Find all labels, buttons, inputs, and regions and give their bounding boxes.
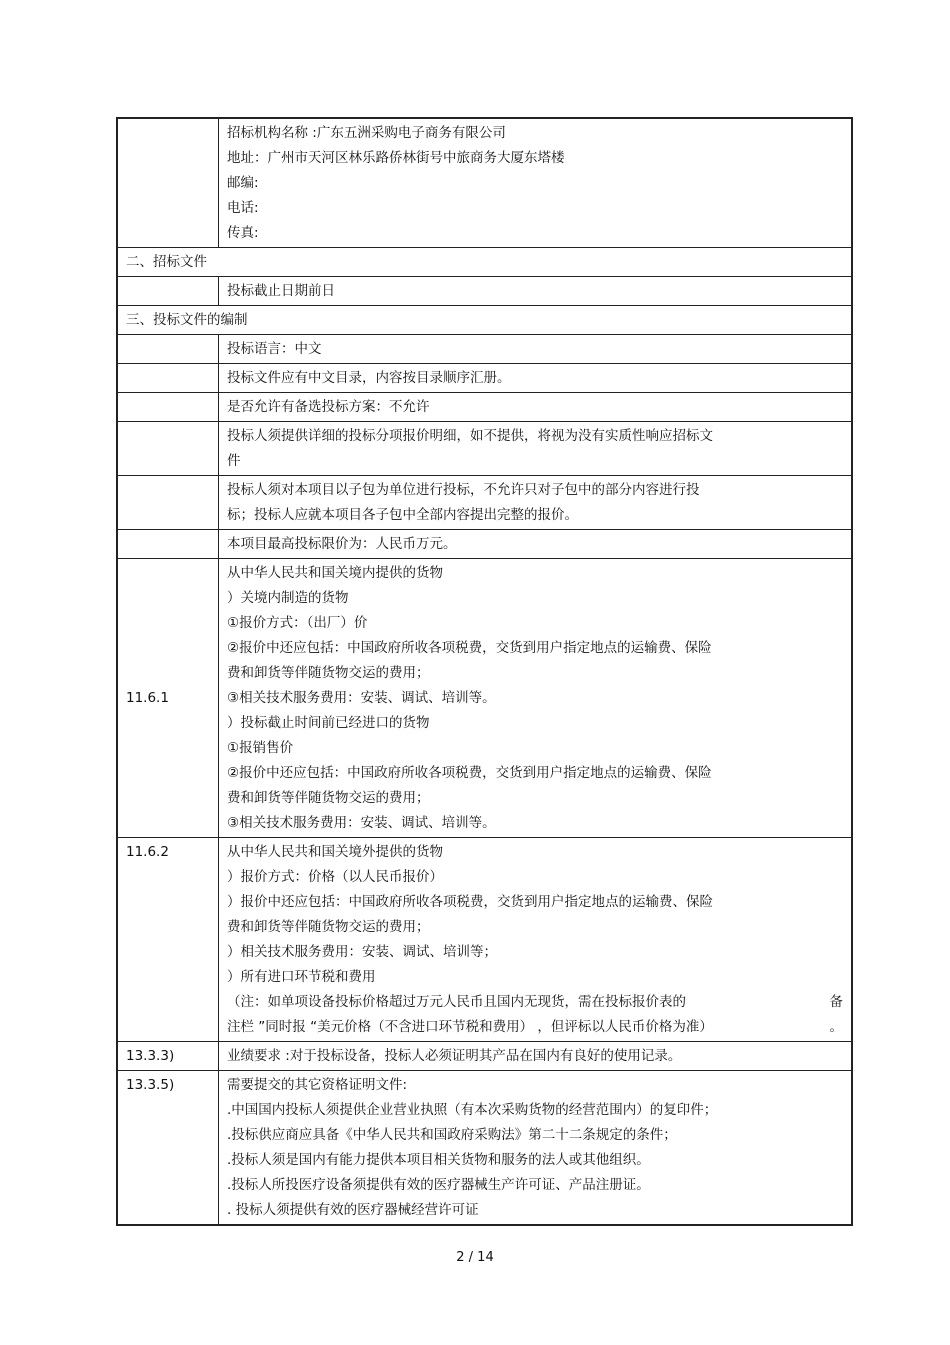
clause-line: 费和卸货等伴随货物交运的费用； (227, 790, 430, 806)
clause-line: 费和卸货等伴随货物交运的费用； (227, 919, 430, 935)
clause-content (219, 559, 853, 838)
clause-line: ②报价中还应包括：中国政府所收各项税费，交货到用户指定地点的运输费、保险 (227, 765, 712, 781)
note-text: 备 (829, 994, 843, 1010)
agency-address: 地址：广州市天河区林乐路侨林街号中旅商务大厦东塔楼 (227, 150, 565, 166)
clause-line: ）投标截止时间前已经进口的货物 (227, 715, 430, 731)
clause-line: ①报销售价 (227, 740, 294, 756)
clause-number: 13.3.5) (117, 1071, 219, 1226)
clause-line: 需要提交的其它资格证明文件: (227, 1077, 408, 1093)
clause-line: ）报价方式：价格（以人民币报价） (227, 869, 443, 885)
empty-number-cell (117, 476, 219, 530)
note-text: 注栏 ”同时报 “美元价格（不含进口环节税和费用） ，但评标以人民币价格为准） (227, 1019, 713, 1035)
price-detail-cell (219, 422, 853, 476)
table-row (117, 364, 852, 393)
clause-line: ①报价方式：（出厂）价 (227, 615, 368, 631)
clause-line: ）关境内制造的货物 (227, 590, 349, 606)
price-detail-line: 投标人须提供详细的投标分项报价明细，如不提供，将视为没有实质性响应招标文 (227, 428, 713, 444)
empty-number-cell (117, 277, 219, 306)
clause-row (117, 1042, 852, 1071)
subpackage-bid-line: 投标人须对本项目以子包为单位进行投标，不允许只对子包中的部分内容进行投 (227, 482, 700, 498)
clause-content (219, 1071, 853, 1226)
agency-row (117, 118, 852, 248)
clause-line: .投标人所投医疗设备须提供有效的医疗器械生产许可证、产品注册证。 (227, 1177, 650, 1193)
price-detail-line: 件 (227, 453, 241, 469)
clause-content (219, 1042, 853, 1071)
empty-number-cell (117, 335, 219, 364)
clause-line: ）所有进口环节税和费用 (227, 969, 376, 985)
clause-line: ）报价中还应包括：中国政府所收各项税费，交货到用户指定地点的运输费、保险 (227, 894, 713, 910)
clause-line: 费和卸货等伴随货物交运的费用； (227, 665, 430, 681)
clause-line: .投标供应商应具备《中华人民共和国政府采购法》第二十二条规定的条件； (227, 1127, 677, 1143)
agency-postcode: 邮编: (227, 175, 259, 191)
page-number: 2 / 14 (456, 1250, 494, 1265)
empty-number-cell (117, 530, 219, 559)
alternative-bid-text: 是否允许有备选投标方案：不允许 (219, 393, 853, 422)
note-text: 。 (829, 1019, 843, 1035)
clause-number: 11.6.1 (117, 559, 219, 838)
note-text: （注：如单项设备投标价格超过万元人民币且国内无现货，需在投标报价表的 (227, 994, 686, 1010)
section2-heading: 二、招标文件 (117, 248, 852, 277)
note-line (227, 1015, 843, 1040)
clause-line: . 投标人须提供有效的医疗器械经营许可证 (227, 1202, 479, 1218)
agency-info-cell (219, 118, 853, 248)
note-line (227, 990, 843, 1015)
clause-number: 11.6.2 (117, 838, 219, 1042)
empty-number-cell (117, 393, 219, 422)
table-row (117, 530, 852, 559)
clause-line: ②报价中还应包括：中国政府所收各项税费，交货到用户指定地点的运输费、保险 (227, 640, 712, 656)
agency-name: 招标机构名称 :广东五洲采购电子商务有限公司 (227, 125, 506, 141)
max-price-text: 本项目最高投标限价为：人民币万元。 (219, 530, 853, 559)
clause-line: 从中华人民共和国关境外提供的货物 (227, 844, 443, 860)
subpackage-bid-line: 标；投标人应就本项目各子包中全部内容提出完整的报价。 (227, 507, 578, 523)
empty-number-cell (117, 364, 219, 393)
clause-line: ③相关技术服务费用：安装、调试、培训等。 (227, 815, 496, 831)
empty-number-cell (117, 422, 219, 476)
table-row (117, 422, 852, 476)
table-row (117, 476, 852, 530)
clause-line: 业绩要求 :对于投标设备，投标人必须证明其产品在国内有良好的使用记录。 (227, 1048, 682, 1064)
agency-phone: 电话: (227, 200, 259, 216)
clause-row (117, 559, 852, 838)
clause-line: .中国国内投标人须提供企业营业执照（有本次采购货物的经营范围内）的复印件； (227, 1102, 718, 1118)
table-row (117, 335, 852, 364)
clause-number: 13.3.3) (117, 1042, 219, 1071)
clause-line: ③相关技术服务费用：安装、调试、培训等。 (227, 690, 496, 706)
empty-number-cell (117, 118, 219, 248)
table-row (117, 277, 852, 306)
clause-content (219, 838, 853, 1042)
subpackage-bid-cell (219, 476, 853, 530)
agency-fax: 传真: (227, 225, 259, 241)
clause-line: .投标人须是国内有能力提供本项目相关货物和服务的法人或其他组织。 (227, 1152, 650, 1168)
clause-row (117, 1071, 852, 1226)
table-row (117, 393, 852, 422)
clause-line: 从中华人民共和国关境内提供的货物 (227, 565, 443, 581)
section3-heading: 三、投标文件的编制 (117, 306, 852, 335)
clause-line: ）相关技术服务费用：安装、调试、培训等； (227, 944, 497, 960)
tender-table (116, 117, 853, 1226)
section-heading-row (117, 248, 852, 277)
section-heading-row (117, 306, 852, 335)
bid-deadline-text: 投标截止日期前日 (219, 277, 853, 306)
clause-row (117, 838, 852, 1042)
directory-requirement-text: 投标文件应有中文目录，内容按目录顺序汇册。 (219, 364, 853, 393)
bid-language-text: 投标语言：中文 (219, 335, 853, 364)
